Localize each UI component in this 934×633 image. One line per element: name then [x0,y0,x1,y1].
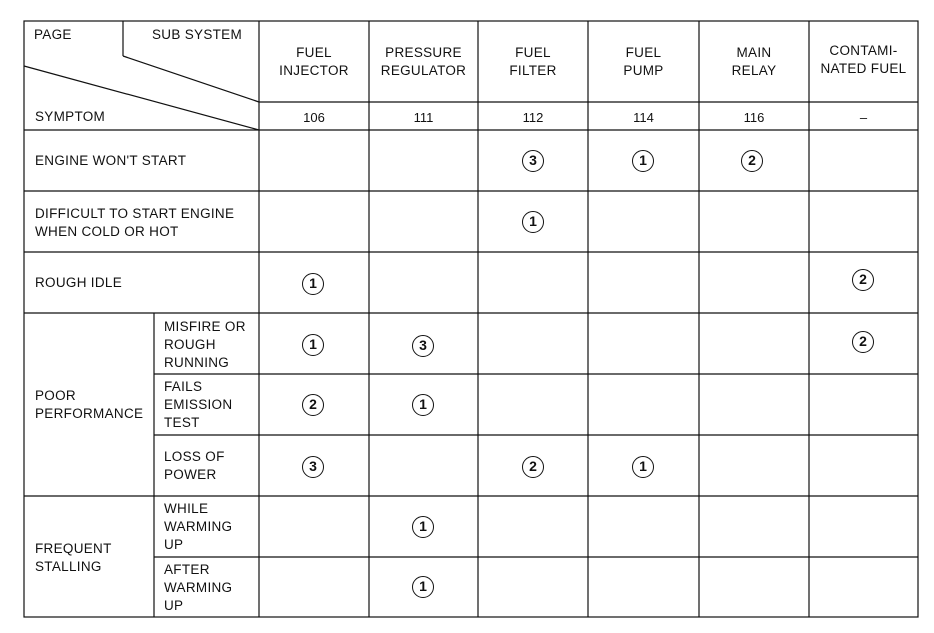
priority-mark: 1 [412,516,434,538]
priority-mark: 1 [412,576,434,598]
page-number-fuel-injector: 106 [303,110,325,125]
priority-mark: 2 [852,269,874,291]
group-label-poor-performance: POOR PERFORMANCE [35,388,144,421]
column-header-fuel-injector: FUEL INJECTOR [279,45,349,78]
symptom-fails-emission: FAILS EMISSION TEST [164,379,233,430]
symptom-misfire: MISFIRE OR ROUGH RUNNING [164,319,246,370]
group-label-frequent-stalling: FREQUENT STALLING [35,541,112,574]
symptom-difficult-to-start: DIFFICULT TO START ENGINE WHEN COLD OR HOT [35,206,235,239]
symptom-while-warming-up: WHILE WARMING UP [164,501,233,552]
column-header-fuel-filter: FUEL FILTER [509,45,557,78]
symptom-after-warming-up: AFTER WARMING UP [164,562,233,613]
symptom-loss-of-power: LOSS OF POWER [164,449,225,482]
symptom-label: SYMPTOM [35,109,106,124]
page-number-main-relay: 116 [743,110,765,125]
priority-mark: 2 [741,150,763,172]
page-number-fuel-filter: 112 [522,110,544,125]
page-number-contaminated-fuel: – [859,110,868,125]
priority-mark: 1 [302,334,324,356]
priority-mark: 3 [522,150,544,172]
priority-mark: 1 [302,273,324,295]
priority-mark: 1 [412,394,434,416]
priority-mark: 1 [632,150,654,172]
page-number-fuel-pump: 114 [633,110,654,125]
priority-mark: 3 [412,335,434,357]
column-header-fuel-pump: FUEL PUMP [623,45,664,78]
column-header-main-relay: MAIN RELAY [731,45,777,78]
priority-mark: 3 [302,456,324,478]
symptom-rough-idle: ROUGH IDLE [35,275,123,290]
column-header-pressure-regulator: PRESSURE REGULATOR [380,45,467,78]
priority-mark: 2 [852,331,874,353]
priority-mark: 1 [522,211,544,233]
subsystem-label: SUB SYSTEM [152,27,243,42]
page-number-pressure-regulator: 111 [413,110,434,125]
symptom-engine-wont-start: ENGINE WON'T START [35,153,187,168]
priority-mark: 2 [302,394,324,416]
column-header-contaminated-fuel: CONTAMI- NATED FUEL [820,43,907,76]
page-label: PAGE [34,27,72,42]
priority-mark: 2 [522,456,544,478]
priority-mark: 1 [632,456,654,478]
